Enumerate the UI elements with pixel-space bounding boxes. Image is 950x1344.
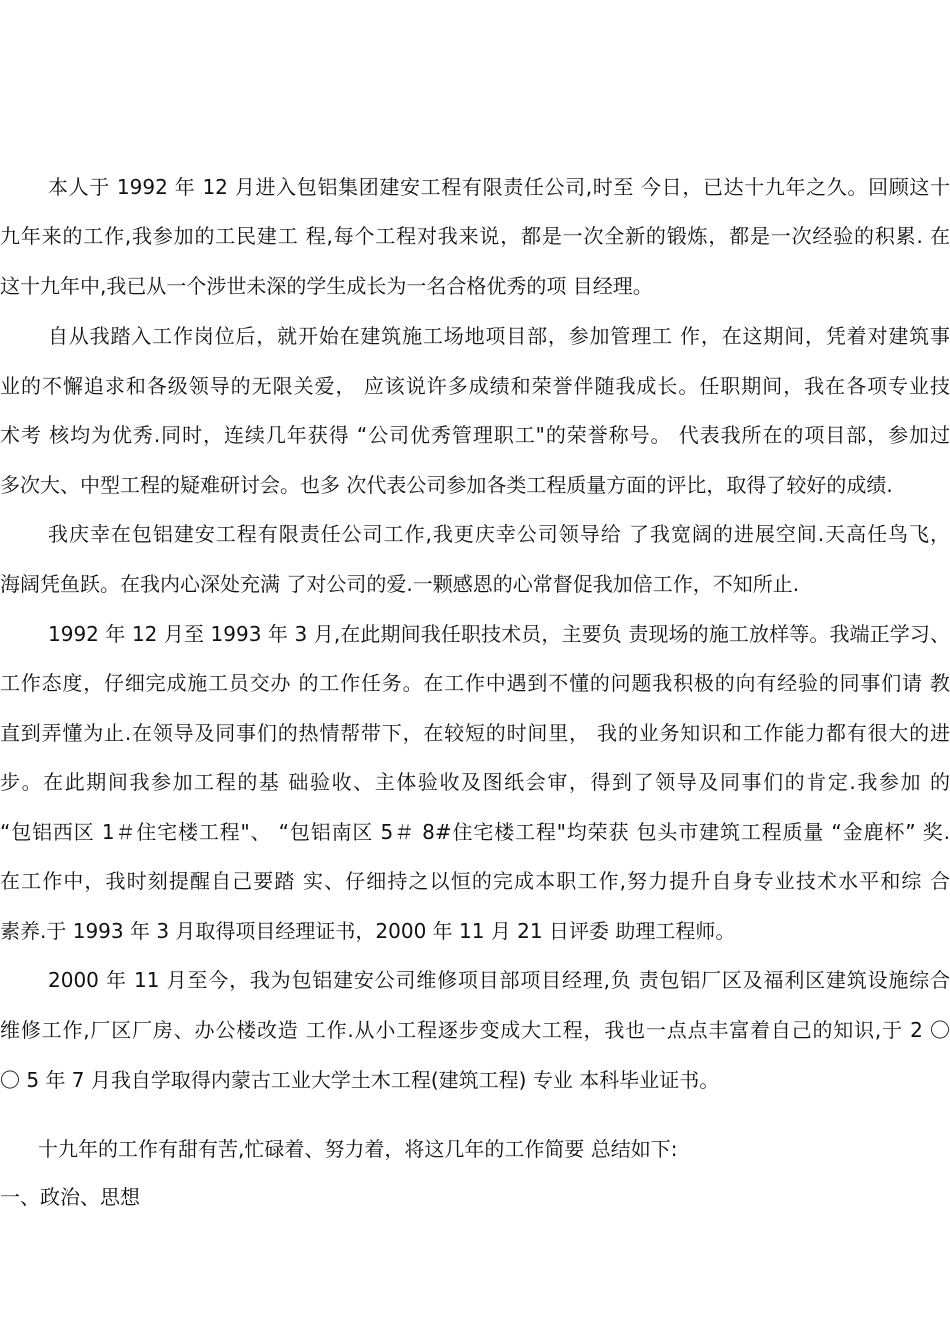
paragraph-2-line-3: 术考 核均为优秀.同时，连续几年获得 “公司优秀管理职工"的荣誉称号。 代表我所在的项目部，参加过 xyxy=(0,423,950,447)
paragraph-4-line-6: 在工作中，我时刻提醒自己要踏 实、仔细持之以恒的完成本职工作,努力提升自身专业技术水平和综 合 xyxy=(0,869,950,893)
section-heading: 一、政治、思想 xyxy=(0,1185,140,1209)
paragraph-2-line-4: 多次大、中型工程的疑难研讨会。也多 次代表公司参加各类工程质量方面的评比，取得了较好的成绩. xyxy=(0,473,893,497)
paragraph-5-line-1: 2000 年 11 月至今，我为包铝建安公司维修项目部项目经理,负 责包铝厂区及福利区建筑设施综合 xyxy=(48,968,950,992)
paragraph-5-line-2: 维修工作,厂区厂房、办公楼改造 工作.从小工程逐步变成大工程，我也一点点丰富着自己的知识,于 2 〇 xyxy=(0,1018,950,1042)
paragraph-2-line-2: 业的不懈追求和各级领导的无限关爱， 应该说许多成绩和荣誉伴随我成长。任职期间，我在各项专业技 xyxy=(0,374,950,398)
paragraph-4-line-1: 1992 年 12 月至 1993 年 3 月,在此期间我任职技术员，主要负 责现场的施工放样等。我端正学习、 xyxy=(48,622,950,646)
paragraph-6-line-1: 十九年的工作有甜有苦,忙碌着、努力着，将这几年的工作简要 总结如下: xyxy=(38,1137,678,1161)
paragraph-1-line-2: 九年来的工作,我参加的工民建工 程,每个工程对我来说，都是一次全新的锻炼，都是一次经验的积累. 在 xyxy=(0,224,950,248)
paragraph-2-line-1: 自从我踏入工作岗位后，就开始在建筑施工场地项目部，参加管理工 作，在这期间，凭着对建筑事 xyxy=(48,324,950,348)
paragraph-4-line-5: “包铝西区 1＃住宅楼工程"、 “包铝南区 5＃ 8#住宅楼工程"均荣获 包头市建筑工程质量 “金鹿杯” 奖. xyxy=(0,820,950,844)
paragraph-1-line-3: 这十九年中,我已从一个涉世未深的学生成长为一名合格优秀的项 目经理。 xyxy=(0,274,653,298)
paragraph-1-line-1: 本人于 1992 年 12 月进入包铝集团建安工程有限责任公司,时至 今日，已达十九年之久。回顾这十 xyxy=(48,175,950,199)
paragraph-4-line-7: 素养.于 1993 年 3 月取得项目经理证书，2000 年 11 月 21 日评委 助理工程师。 xyxy=(0,919,736,943)
paragraph-4-line-3: 直到弄懂为止.在领导及同事们的热情帮带下，在较短的时间里， 我的业务知识和工作能力都有很大的进 xyxy=(0,721,950,745)
paragraph-5-line-3: 〇 5 年 7 月我自学取得内蒙古工业大学土木工程(建筑工程) 专业 本科毕业证书。 xyxy=(0,1068,720,1092)
paragraph-4-line-2: 工作态度，仔细完成施工员交办 的工作任务。在工作中遇到不懂的问题我积极的向有经验的同事们请 教 xyxy=(0,671,950,695)
paragraph-3-line-2: 海阔凭鱼跃。在我内心深处充满 了对公司的爱.一颗感恩的心常督促我加倍工作，不知所止. xyxy=(0,572,800,596)
paragraph-3-line-1: 我庆幸在包铝建安工程有限责任公司工作,我更庆幸公司领导给 了我宽阔的进展空间.天高任鸟飞， xyxy=(48,522,950,546)
paragraph-4-line-4: 步。在此期间我参加工程的基 础验收、主体验收及图纸会审，得到了领导及同事们的肯定.我参加 的 xyxy=(0,770,950,794)
